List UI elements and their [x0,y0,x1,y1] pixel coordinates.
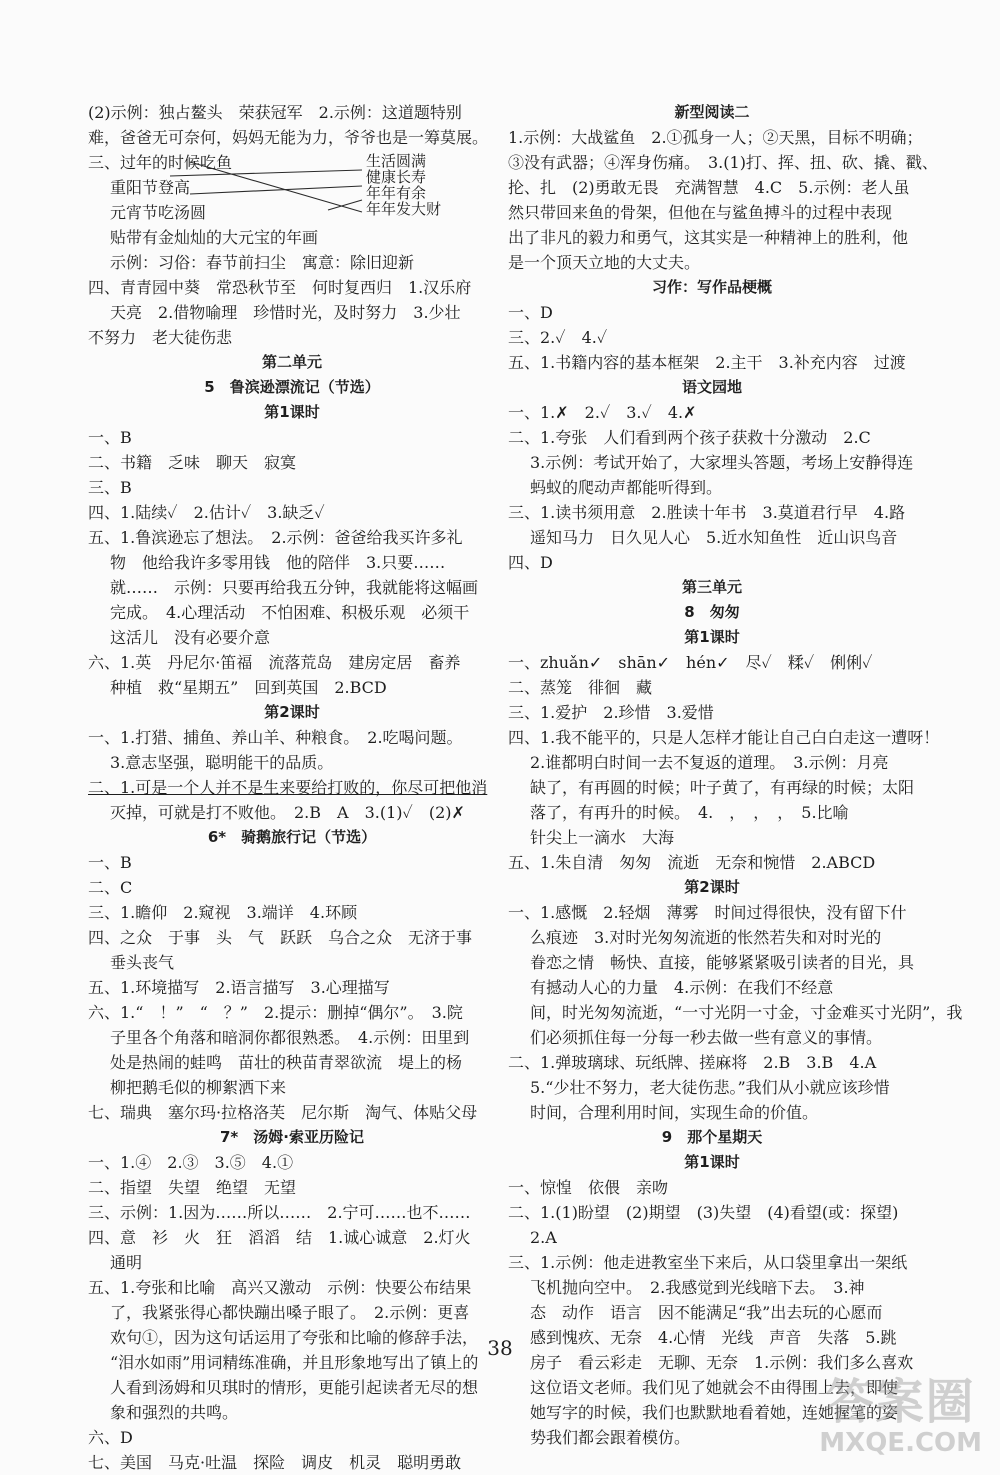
answer-line: 七、美国 马克·吐温 探险 调皮 机灵 聪明勇敢 [88,1453,462,1472]
section-heading: 8 匆匆 [684,603,740,621]
answer-line: 子里各个角落和暗洞你都很熟悉。 4.示例：田里到 [110,1028,470,1047]
answer-line: 天亮 2.借物喻理 珍惜时光，及时努力 3.少壮 [110,303,461,322]
section-heading: 第1课时 [684,1153,740,1171]
answer-line: 飞机抛向空中。 2.我感觉到光线暗下去。 3.神 [530,1278,865,1297]
answer-line: 处是热闹的蛙鸣 苗壮的秧苗青翠欲流 堤上的杨 [110,1053,463,1072]
matching-right-item: 健康长寿 [366,168,427,186]
answer-line: 三、示例：1.因为……所以…… 2.宁可……也不…… [88,1203,471,1222]
section-heading: 第1课时 [264,403,320,421]
answer-line: 完成。 4.心理活动 不怕困难、积极乐观 必须干 [110,603,470,622]
section-heading: 第1课时 [684,628,740,646]
answer-line: 时间，合理利用时间，实现生命的价值。 [530,1103,819,1122]
answer-line: 二、1.(1)盼望 (2)期望 (3)失望 (4)看望(或：探望) [508,1203,899,1222]
answer-line: 3.意志坚强，聪明能干的品质。 [110,753,334,772]
answer-line: 三、1.瞻仰 2.窥视 3.端详 4.环顾 [88,903,358,922]
answer-line: 她写字的时候，我们也默默地看着她，连她握笔的姿 [530,1403,899,1422]
answer-line: 四、D [508,553,553,572]
answer-line: 四、之众 于事 头 气 跃跃 乌合之众 无济于事 [88,928,473,947]
answer-line: 5.“少壮不努力，老大徒伤悲。”我们从小就应该珍惜 [530,1078,890,1097]
answer-line: 势我们都会跟着模仿。 [530,1428,691,1447]
answer-line: 二、1.夸张 人们看到两个孩子获救十分激动 2.C [508,428,871,447]
answer-line: 七、瑞典 塞尔玛·拉格洛芙 尼尔斯 淘气、体贴父母 [88,1103,478,1122]
answer-line: “泪水如雨”用词精练准确，并且形象地写出了镇上的 [110,1353,479,1372]
answer-line: 一、1.✗ 2.✓ 3.✓ 4.✗ [508,403,697,422]
section-heading: 新型阅读二 [674,103,750,121]
section-heading: 5 鲁滨逊漂流记（节选） [204,378,380,396]
answer-line: 物 他给我许多零用钱 他的陪伴 3.只要…… [110,553,446,572]
answer-line: 一、zhuǎn✓ shān✓ hén✓ 尽✓ 糅✓ 俐俐✓ [508,653,873,672]
answer-line: 一、惊惶 依偎 亲吻 [508,1178,669,1197]
answer-line: 一、1.④ 2.③ 3.⑤ 4.① [88,1153,294,1172]
answer-line: 四、意 衫 火 狂 滔滔 结 1.诚心诚意 2.灯火 [88,1228,471,1247]
answer-line: 么痕迹 3.对时光匆匆流逝的怅然若失和对时光的 [530,928,882,947]
answer-line: 垂头丧气 [110,953,175,972]
answer-line: 眷恋之情 畅快、直接，能够紧紧吸引读者的目光，具 [530,953,915,972]
answer-line: 3.示例：考试开始了，大家埋头答题，考场上安静得连 [530,453,914,472]
answer-line: 六、D [88,1428,133,1447]
answer-line: 三、B [88,478,132,497]
answer-line: ③没有武器；④浑身伤痛。 3.(1)打、挥、扭、砍、撬、戳、 [508,153,938,172]
answer-line: 通明 [110,1253,143,1272]
answer-line: 三、2.✓ 4.✓ [508,328,608,347]
answer-line: 三、过年的时候吃鱼 [88,153,233,172]
answer-line: 二、蒸笼 徘徊 藏 [508,678,653,697]
answer-line: 二、指望 失望 绝望 无望 [88,1178,297,1197]
matching-right-item: 年年有余 [366,184,427,202]
answer-line: 2.A [530,1228,557,1247]
answer-line: 二、1.弹玻璃球、玩纸牌、搓麻将 2.B 3.B 4.A [508,1053,877,1072]
answer-line: 态 动作 语言 因不能满足“我”出去玩的心愿而 [530,1303,883,1322]
section-heading: 习作：写作品梗概 [651,278,772,296]
answer-line: 二、C [88,878,133,897]
answer-line: 2.谁都明白时间一去不复返的道理。 3.示例：月亮 [530,753,889,772]
answer-line: 五、1.朱自清 匆匆 流逝 无奈和惋惜 2.ABCD [508,853,876,872]
answer-line: 二、书籍 乏味 聊天 寂寞 [88,453,297,472]
answer-line: 三、1.示例：他走进教室坐下来后，从口袋里拿出一架纸 [508,1253,908,1272]
answer-line: 贴带有金灿灿的大元宝的年画 [110,228,319,247]
answer-line: 这位语文老师。我们见了她就会不由得围上去，即使 [530,1378,899,1397]
answer-line: 一、B [88,428,132,447]
section-heading: 第三单元 [681,578,742,596]
answer-line: 柳把鹅毛似的柳絮洒下来 [110,1078,287,1097]
answer-line: 人看到汤姆和贝琪时的情形，更能引起读者无尽的想 [110,1378,479,1397]
answer-line: 重阳节登高 [110,178,191,197]
underlined-answer: 二、1.可是一个人并不是生来要给打败的，你尽可把他消 [88,778,488,797]
answer-line: 缺了，有再圆的时候；叶子黄了，有再绿的时候；太阳 [530,778,915,797]
section-heading: 第2课时 [684,878,740,896]
section-heading: 第二单元 [261,353,322,371]
answer-line: 一、D [508,303,553,322]
answer-line: 四、青青园中葵 常恐秋节至 何时复西归 1.汉乐府 [88,278,472,297]
watermark-logo: 答案圈 [825,1374,976,1430]
answer-line: 六、1.英 丹尼尔·笛福 流落荒岛 建房定居 畜养 [88,653,461,672]
section-heading: 语文园地 [681,378,742,396]
section-heading: 6* 骑鹅旅行记（节选） [207,828,377,846]
watermark-url: MXQE.COM [819,1428,982,1458]
answer-line: 五、1.书籍内容的基本框架 2.主干 3.补充内容 过渡 [508,353,906,372]
answer-line: 五、1.夸张和比喻 高兴又激动 示例：快要公布结果 [88,1278,472,1297]
answer-line: 四、1.陆续✓ 2.估计✓ 3.缺乏✓ [88,503,325,522]
answer-line: 就…… 示例：只要再给我五分钟，我就能将这幅画 [110,578,479,597]
answer-line: 象和强烈的共鸣。 [110,1403,239,1422]
answer-line: 间，时光匆匆流逝，“一寸光阴一寸金，寸金难买寸光阴”，我 [530,1003,963,1022]
section-heading: 第2课时 [264,703,320,721]
answer-line: 遥知马力 日久见人心 5.近水知鱼性 近山识鸟音 [530,528,898,547]
answer-line: 五、1.环境描写 2.语言描写 3.心理描写 [88,978,390,997]
answer-line: 了，我紧张得心都快蹦出嗓子眼了。 2.示例：更喜 [110,1303,470,1322]
answer-line: 们必须抓住每一分每一秒去做一些有意义的事情。 [530,1028,883,1047]
matching-right-item: 生活圆满 [366,152,427,170]
answer-line: 落了，有再升的时候。 4. ， ， ， 5.比喻 [530,803,849,822]
answer-line: 感到愧疚、无奈 4.心情 光线 声音 失落 5.跳 [530,1328,897,1347]
answer-line: 一、1.感慨 2.轻烟 薄雾 时间过得很快，没有留下什 [508,903,907,922]
answer-line: 蚂蚁的爬动声都能听得到。 [530,478,723,497]
answer-line: 有撼动人心的力量 4.示例：在我们不经意 [530,978,834,997]
answer-line: 一、1.打猎、捕鱼、养山羊、种粮食。 2.吃喝问题。 [88,728,463,747]
answer-line: 一、B [88,853,132,872]
answer-line: 然只带回来鱼的骨架，但他在与鲨鱼搏斗的过程中表现 [508,203,893,222]
answer-line: (2)示例：独占鳌头 荣获冠军 2.示例：这道题特别 [88,103,462,122]
answer-line: 三、1.读书须用意 2.胜读十年书 3.莫道君行早 4.路 [508,503,906,522]
matching-right-item: 年年发大财 [366,200,442,218]
answer-line: 房子 看云彩走 无聊、无奈 1.示例：我们多么喜欢 [530,1353,914,1372]
answer-line: 四、1.我不能平的，只是人怎样才能让自己白白走这一遭呀！ [508,728,940,747]
answer-line: 三、1.爱护 2.珍惜 3.爱惜 [508,703,714,722]
answer-line: 欢句①，因为这句话运用了夸张和比喻的修辞手法， [110,1328,479,1347]
answer-line: 元宵节吃汤圆 [110,203,207,222]
answer-line: 针尖上一滴水 大海 [530,828,675,847]
section-heading: 7* 汤姆·索亚历险记 [220,1128,364,1146]
watermark [819,1375,982,1457]
answer-line: 抡、扎 (2)勇敢无畏 充满智慧 4.C 5.示例：老人虽 [508,178,910,197]
answer-line: 这活儿 没有必要介意 [110,628,271,647]
answer-line: 种植 救“星期五” 回到英国 2.BCD [110,678,387,697]
answer-line: 示例：习俗：春节前扫尘 寓意：除旧迎新 [110,253,415,272]
section-heading: 9 那个星期天 [661,1128,763,1146]
answer-line: 灭掉，可就是打不败他。 2.B A 3.(1)✓ (2)✗ [110,803,465,822]
answer-line: 1.示例：大战鲨鱼 2.①孤身一人；②天黑，目标不明确； [508,128,923,147]
answer-line: 是一个顶天立地的大丈夫。 [508,253,701,272]
answer-line: 五、1.鲁滨逊忘了想法。 2.示例：爸爸给我买许多礼 [88,528,463,547]
answer-line: 不努力 老大徒伤悲 [88,328,233,347]
answer-line: 出了非凡的毅力和勇气，这其实是一种精神上的胜利，他 [508,228,909,247]
page-number: 38 [487,1336,513,1360]
answer-line: 难，爸爸无可奈何，妈妈无能为力，爷爷也是一筹莫展。 [88,128,489,147]
answer-line: 六、1.“ ！” “ ？” 2.提示：删掉“偶尔”。 3.院 [88,1003,463,1022]
